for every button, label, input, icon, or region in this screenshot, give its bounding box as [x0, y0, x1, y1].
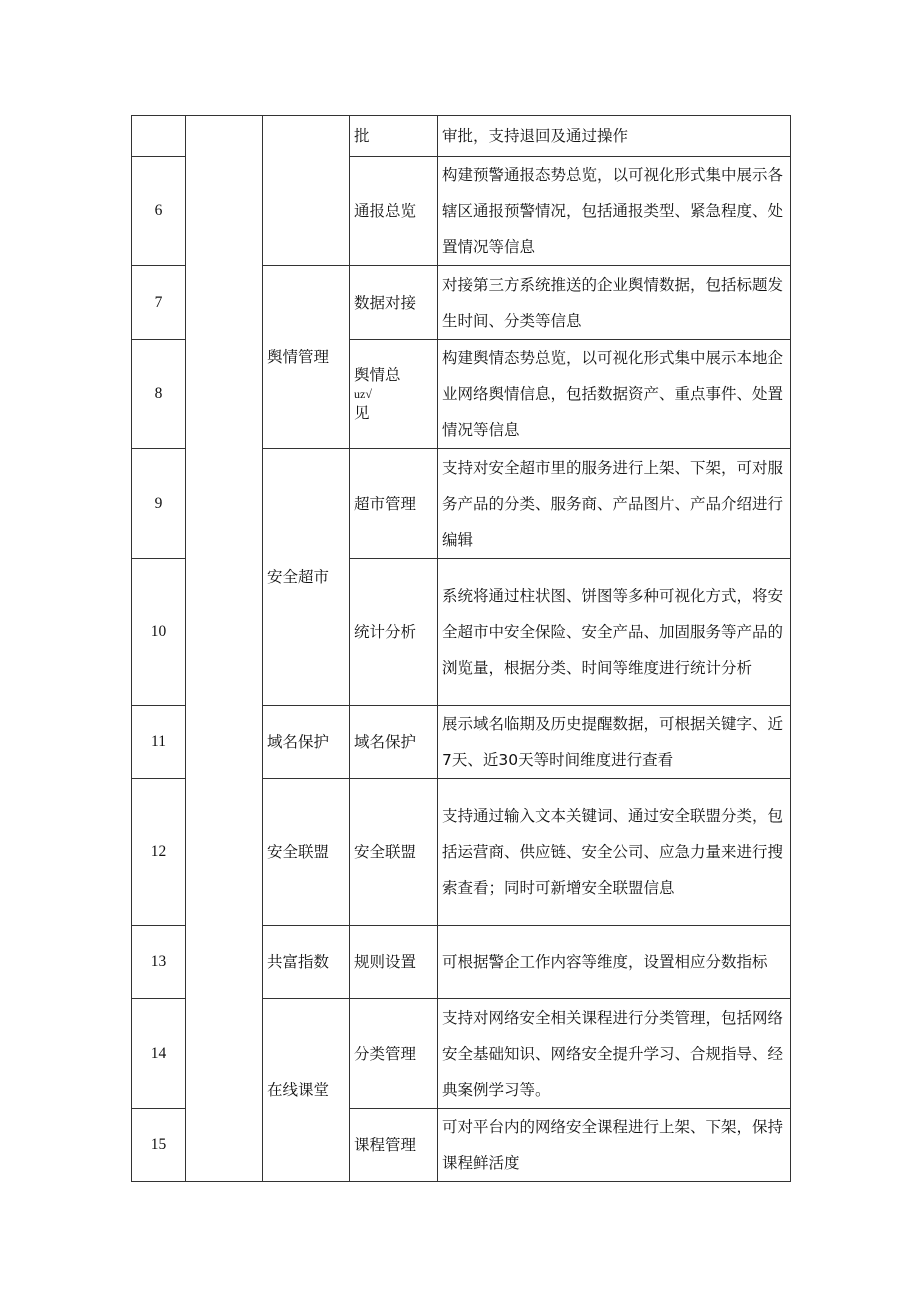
description-cell: 构建舆情态势总览，以可视化形式集中展示本地企业网络舆情信息，包括数据资产、重点事件、处置情况等信息	[438, 340, 791, 449]
sub-function-note: uz√	[354, 387, 372, 401]
row-number: 12	[132, 779, 186, 926]
description-cell: 支持对安全超市里的服务进行上架、下架，可对服务产品的分类、服务商、产品图片、产品介绍进行编辑	[438, 449, 791, 559]
sub-function-cell: 安全联盟	[350, 779, 438, 926]
description-cell: 系统将通过柱状图、饼图等多种可视化方式，将安全超市中安全保险、安全产品、加固服务等产品的浏览量，根据分类、时间等维度进行统计分析	[438, 559, 791, 706]
sub-function-cell: 批	[350, 116, 438, 157]
description-cell: 展示域名临期及历史提醒数据，可根据关键字、近7天、近30天等时间维度进行查看	[438, 706, 791, 779]
description-cell: 审批，支持退回及通过操作	[438, 116, 791, 157]
description-cell: 可根据警企工作内容等维度，设置相应分数指标	[438, 926, 791, 999]
module-cell: 共富指数	[263, 926, 350, 999]
row-number: 11	[132, 706, 186, 779]
sub-function-cell: 通报总览	[350, 157, 438, 266]
module-cell: 舆情管理	[263, 266, 350, 449]
row-number: 9	[132, 449, 186, 559]
function-table	[131, 115, 791, 1182]
description-cell: 支持通过输入文本关键词、通过安全联盟分类，包括运营商、供应链、安全公司、应急力量来进行搜索查看；同时可新增安全联盟信息	[438, 779, 791, 926]
row-number: 8	[132, 340, 186, 449]
row-number	[132, 116, 186, 157]
row-number: 15	[132, 1109, 186, 1182]
sub-function-cell: 分类管理	[350, 999, 438, 1109]
row-number: 13	[132, 926, 186, 999]
sub-function-cell	[350, 340, 438, 449]
table-row	[132, 116, 791, 157]
module-cell: 域名保护	[263, 706, 350, 779]
description-cell: 对接第三方系统推送的企业舆情数据，包括标题发生时间、分类等信息	[438, 266, 791, 340]
row-number: 7	[132, 266, 186, 340]
sub-function-cell: 超市管理	[350, 449, 438, 559]
row-number: 6	[132, 157, 186, 266]
row-number: 14	[132, 999, 186, 1109]
sub-function-cell: 规则设置	[350, 926, 438, 999]
sub-function-cell: 域名保护	[350, 706, 438, 779]
category-cell	[186, 116, 263, 1182]
sub-function-main: 舆情总	[354, 366, 401, 384]
description-cell: 构建预警通报态势总览，以可视化形式集中展示各辖区通报预警情况，包括通报类型、紧急程度、处置情况等信息	[438, 157, 791, 266]
module-cell	[263, 116, 350, 266]
row-number: 10	[132, 559, 186, 706]
sub-function-tail: 见	[354, 404, 370, 422]
module-cell: 安全联盟	[263, 779, 350, 926]
sub-function-cell: 课程管理	[350, 1109, 438, 1182]
description-cell: 支持对网络安全相关课程进行分类管理，包括网络安全基础知识、网络安全提升学习、合规指导、经典案例学习等。	[438, 999, 791, 1109]
module-cell: 安全超市	[263, 449, 350, 706]
module-cell: 在线课堂	[263, 999, 350, 1182]
description-cell: 可对平台内的网络安全课程进行上架、下架，保持课程鲜活度	[438, 1109, 791, 1182]
sub-function-cell: 数据对接	[350, 266, 438, 340]
sub-function-cell: 统计分析	[350, 559, 438, 706]
